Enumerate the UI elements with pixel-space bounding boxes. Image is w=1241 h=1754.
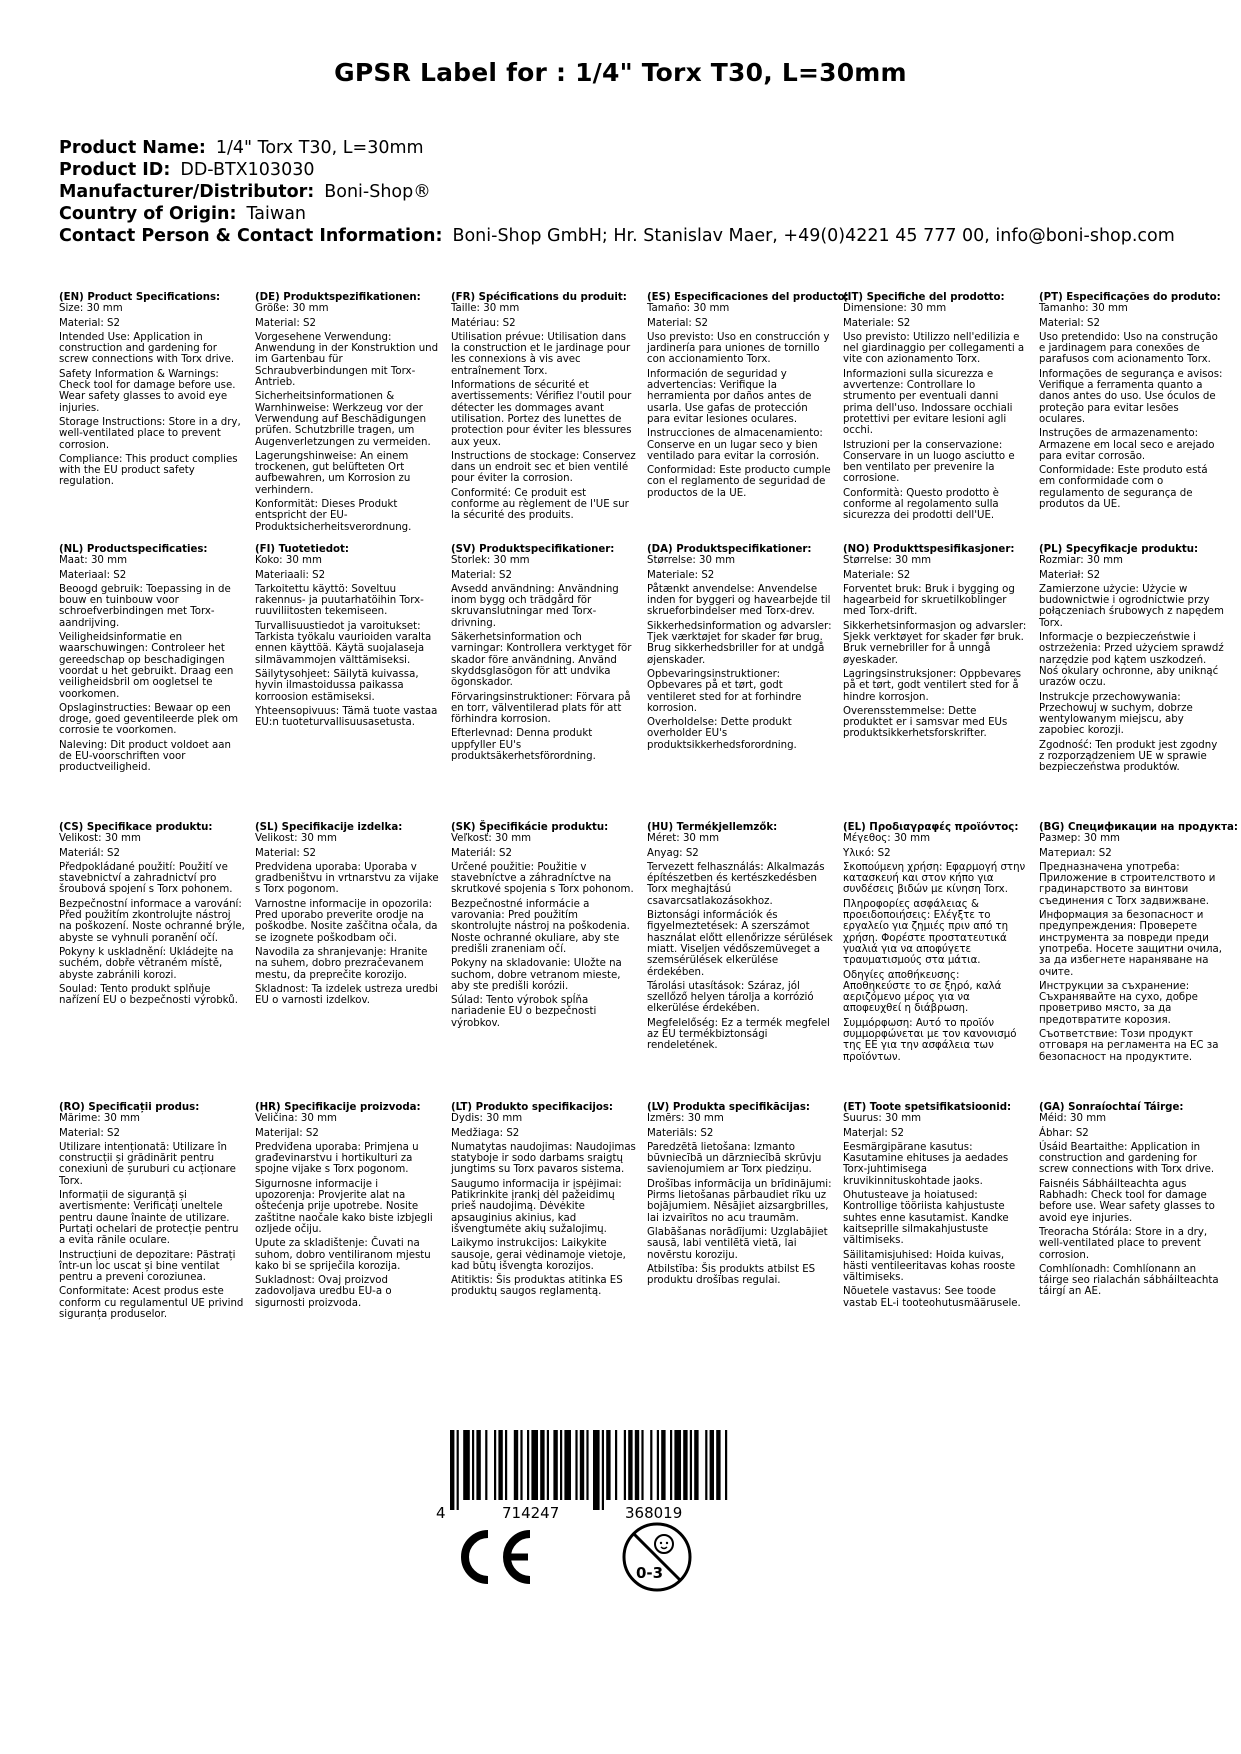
spec-paragraph: Konformität: Dieses Produkt entspricht der EU-Produktsicherheitsverordnung. xyxy=(255,499,412,533)
barcode-bar xyxy=(657,1430,659,1500)
barcode-bar xyxy=(457,1430,459,1510)
spec-paragraph: Sukladnost: Ovaj proizvod zadovoljava uredbu EU-a o sigurnosti proizvoda. xyxy=(255,1275,392,1309)
spec-paragraph: Biztonsági információk és figyelmeztetések: A szerszámot használat előtt ellenőrizze sérülések miatt. Viseljen védőszemüveget a szemsérülések elkerülése érdekében. xyxy=(647,910,833,978)
spec-paragraph: Instrukcje przechowywania: Przechowuj w suchym, dobrze wentylowanym miejscu, aby zapobiec korozji. xyxy=(1039,691,1193,737)
language-header: (IT) Specifiche del prodotto: xyxy=(843,292,1005,303)
spec-paragraph: Atitiktis: Šis produktas atitinka ES produktų saugos reglamentą. xyxy=(451,1275,623,1298)
spec-material: Materiál: S2 xyxy=(451,847,513,859)
spec-size: Izmērs: 30 mm xyxy=(647,1113,724,1125)
language-block xyxy=(59,1102,245,1323)
product-name-value: 1/4" Torx T30, L=30mm xyxy=(215,138,424,158)
product-id-line xyxy=(59,159,1199,181)
spec-paragraph: Saugumo informacija ir įspėjimai: Patikrinkite įrankį dėl pažeidimų prieš naudojimą. Dėvėkite apsauginius akinius, kad išvengtumėte akių sužalojimų. xyxy=(451,1178,622,1235)
spec-paragraph: Atbilstība: Šis produkts atbilst ES produktu drošības regulai. xyxy=(647,1263,816,1287)
spec-size: Μέγεθος: 30 mm xyxy=(843,833,930,845)
language-block xyxy=(59,292,245,491)
language-block xyxy=(59,544,245,777)
spec-material: Materiál: S2 xyxy=(59,847,121,859)
spec-material: Material: S2 xyxy=(59,317,121,329)
spec-size: Mărime: 30 mm xyxy=(59,1113,140,1125)
spec-size: Velikost: 30 mm xyxy=(59,833,141,845)
barcode-bar xyxy=(586,1430,588,1500)
spec-material: Материал: S2 xyxy=(1039,847,1112,859)
language-header: (HU) Termékjellemzők: xyxy=(647,822,778,833)
spec-material: Material: S2 xyxy=(1039,317,1101,329)
barcode-bar xyxy=(553,1430,557,1500)
spec-paragraph: Úsáid Beartaithe: Application in construction and gardening for screw connections with Torx drive. xyxy=(1039,1141,1215,1176)
spec-paragraph: Naleving: Dit product voldoet aan de EU-voorschriften voor productveiligheid. xyxy=(59,739,231,774)
origin-label: Country of Origin: xyxy=(59,204,237,224)
spec-paragraph: Informații de siguranță și avertismente: Verificați uneltele pentru daune înainte de utilizare. Purtați ochelari de protecție pentru a evita rănile oculare. xyxy=(59,1190,239,1247)
language-block xyxy=(451,822,637,1032)
spec-size: Storlek: 30 mm xyxy=(451,555,530,567)
spec-paragraph: Lagerungshinweise: An einem trockenen, gut belüfteten Ort aufbewahren, um Korrosion zu verhindern. xyxy=(255,450,411,496)
spec-material: Ábhar: S2 xyxy=(1039,1127,1089,1139)
language-block xyxy=(59,822,245,1009)
page-title: GPSR Label for : 1/4" Torx T30, L=30mm xyxy=(334,58,907,87)
spec-paragraph: Säilytysohjeet: Säilytä kuivassa, hyvin ilmastoidussa paikassa korroosion estämiseksi. xyxy=(255,668,419,703)
spec-material: Materijal: S2 xyxy=(255,1127,319,1139)
spec-paragraph: Sikkerhedsinformation og advarsler: Tjek værktøjet for skader før brug. Brug sikkerhedsbriller for at undgå øjenskader. xyxy=(647,620,832,666)
spec-material: Material: S2 xyxy=(59,1127,121,1139)
spec-paragraph: Συμμόρφωση: Αυτό το προϊόν συμμορφώνεται με τον κανονισμό της ΕΕ για την ασφάλεια των προϊόντων. xyxy=(843,1017,1017,1063)
product-id-value: DD-BTX103030 xyxy=(180,160,315,180)
spec-paragraph: Lagringsinstruksjoner: Oppbevares på et tørt, godt ventilert sted for å hindre korrosjon. xyxy=(843,668,1022,703)
spec-paragraph: Drošības informācija un brīdinājumi: Pirms lietošanas pārbaudiet rīku uz bojājumiem. Nēsājiet aizsargbrilles, lai izvairītos no acu traumām. xyxy=(647,1178,832,1224)
barcode-bar xyxy=(674,1430,681,1500)
barcode-digits-mid: 714247 xyxy=(502,1504,560,1522)
language-block xyxy=(1039,292,1225,513)
language-header: (EN) Product Specifications: xyxy=(59,292,221,303)
spec-paragraph: Uso previsto: Utilizzo nell'edilizia e nel giardinaggio per collegamenti a vite con azionamento Torx. xyxy=(843,331,1025,366)
age-label: 0-3 xyxy=(636,1564,664,1582)
spec-size: Suurus: 30 mm xyxy=(843,1113,922,1125)
language-block xyxy=(843,1102,1029,1312)
barcode-bar xyxy=(476,1430,480,1500)
product-id-label: Product ID: xyxy=(59,160,171,180)
spec-paragraph: Forventet bruk: Bruk i bygging og hagearbeid for skruetilkoblinger med Torx-drift. xyxy=(843,583,1015,618)
spec-paragraph: Förvaringsinstruktioner: Förvara på en torr, välventilerad plats för att förhindra korrosion. xyxy=(451,691,631,726)
spec-paragraph: Zgodność: Ten produkt jest zgodny z rozporządzeniem UE w sprawie bezpieczeństwa produktów. xyxy=(1039,739,1218,774)
spec-paragraph: Utilizare intenționată: Utilizare în construcții și grădinărit pentru conexiuni de șuruburi cu acționare Torx. xyxy=(59,1141,236,1187)
spec-paragraph: Yhteensopivuus: Tämä tuote vastaa EU:n tuoteturvallisuusasetusta. xyxy=(255,705,438,729)
barcode-bar xyxy=(650,1430,652,1500)
origin-value: Taiwan xyxy=(246,204,307,224)
age-warning-icon xyxy=(620,1520,694,1594)
spec-paragraph: Informazioni sulla sicurezza e avvertenze: Controllare lo strumento per eventuali danni prima dell'uso. Indossare occhiali protettivi per evitare lesioni agli occhi. xyxy=(843,368,1013,437)
spec-paragraph: Zamierzone użycie: Użycie w budownictwie i ogrodnictwie przy połączeniach śrubowych z napędem Torx. xyxy=(1039,583,1224,629)
spec-paragraph: Předpokládané použití: Použití ve stavebnictví a zahradnictví pro šroubová spojení s Torx pohonem. xyxy=(59,861,233,896)
language-header: (LT) Produkto specifikacijos: xyxy=(451,1102,613,1113)
spec-paragraph: Säilitamisjuhised: Hoida kuivas, hästi ventileeritavas kohas rooste vältimiseks. xyxy=(843,1249,1016,1284)
spec-paragraph: Varnostne informacije in opozorila: Pred uporabo preverite orodje na poškodbe. Nosite zaščitna očala, da se izognete poškodbam oči. xyxy=(255,898,438,944)
barcode-bar xyxy=(527,1430,529,1500)
spec-paragraph: Съответствие: Този продукт отговаря на регламента на ЕС за безопасност на продуктите. xyxy=(1039,1029,1219,1063)
language-block xyxy=(1039,822,1238,1066)
spec-paragraph: Predviđena uporaba: Primjena u građevinarstvu i hortikulturi za spojne vijake s Torx pogonom. xyxy=(255,1141,419,1176)
spec-paragraph: Utilisation prévue: Utilisation dans la construction et le jardinage pour les connexions à vis avec entraînement Torx. xyxy=(451,331,631,377)
spec-paragraph: Súlad: Tento výrobok spĺňa nariadenie EU o bezpečnosti výrobkov. xyxy=(451,995,597,1029)
spec-paragraph: Информация за безопасност и предупреждения: Проверете инструмента за повреди преди употреба. Носете защитни очила, за да избегнете нараняване на очите. xyxy=(1039,910,1222,978)
spec-paragraph: Opbevaringsinstruktioner: Opbevares på et tørt, godt ventileret sted for at forhindre korrosion. xyxy=(647,668,802,714)
spec-paragraph: Turvallisuustiedot ja varoitukset: Tarkista työkalu vaurioiden varalta ennen käyttöä. Käytä suojalaseja silmävammojen välttämiseksi. xyxy=(255,620,432,666)
spec-paragraph: Tarkoitettu käyttö: Soveltuu rakennus- ja puutarhatöihin Torx-ruuviliitosten tekemiseen. xyxy=(255,583,424,618)
spec-paragraph: Comhlíonadh: Comhlíonann an táirge seo rialachán sábháilteachta táirgí an AE. xyxy=(1039,1263,1219,1298)
barcode-bar xyxy=(547,1430,549,1500)
language-header: (ET) Toote spetsifikatsioonid: xyxy=(843,1102,1012,1113)
spec-paragraph: Pokyny k uskladnění: Ukládejte na suchém, dobře větraném místě, abyste zabránili korozi. xyxy=(59,946,234,981)
barcode-bar xyxy=(505,1430,507,1500)
spec-paragraph: Určené použitie: Použitie v stavebníctve a záhradníctve na skrutkové spojenia s Torx pohonom. xyxy=(451,861,634,896)
origin-line xyxy=(59,203,1199,225)
spec-paragraph: Veiligheidsinformatie en waarschuwingen: Controleer het gereedschap op beschadigingen voordat u het gebruikt. Draag een veiligheidsbril om oogletsel te voorkomen. xyxy=(59,632,234,700)
language-block xyxy=(843,292,1029,525)
barcode-digits-right: 368019 xyxy=(625,1504,683,1522)
barcode-bar xyxy=(472,1430,474,1500)
language-header: (PT) Especificações do produto: xyxy=(1039,292,1221,303)
spec-paragraph: Overholdelse: Dette produkt overholder EU's produktsikkerhedsforordning. xyxy=(647,717,797,751)
spec-size: Méret: 30 mm xyxy=(647,833,720,845)
spec-size: Dimensione: 30 mm xyxy=(843,303,947,315)
spec-paragraph: Instructions de stockage: Conservez dans un endroit sec et bien ventilé pour éviter la corrosion. xyxy=(451,450,636,485)
spec-size: Dydis: 30 mm xyxy=(451,1113,523,1125)
language-block xyxy=(255,292,441,536)
spec-paragraph: Informations de sécurité et avertissements: Vérifiez l'outil pour détecter les dommages avant utilisation. Portez des lunettes de protection pour éviter les blessures aux yeux. xyxy=(451,380,632,448)
spec-paragraph: Tervezett felhasználás: Alkalmazás építészetben és kertészkedésben Torx meghajtású csavarcsatlakozásokhoz. xyxy=(647,861,825,907)
barcode-bar xyxy=(705,1430,707,1500)
spec-paragraph: Upute za skladištenje: Čuvati na suhom, dobro ventiliranom mjestu kako bi se spriječila korozija. xyxy=(255,1238,431,1272)
spec-material: Materiāls: S2 xyxy=(647,1127,714,1139)
spec-material: Materjal: S2 xyxy=(843,1127,905,1139)
barcode xyxy=(430,1430,750,1520)
spec-material: Medžiaga: S2 xyxy=(451,1127,520,1139)
barcode-bar xyxy=(635,1430,639,1500)
language-header: (LV) Produkta specifikācijas: xyxy=(647,1102,810,1113)
spec-paragraph: Paredzētā lietošana: Izmanto būvniecībā un dārzniecībā skrūvju savienojumiem ar Torx piedziņu. xyxy=(647,1141,822,1176)
barcode-bar xyxy=(560,1430,562,1500)
language-block xyxy=(255,822,441,1009)
spec-paragraph: Conformità: Questo prodotto è conforme al regolamento sulla sicurezza dei prodotti dell'UE. xyxy=(843,487,999,522)
spec-paragraph: Ohutusteave ja hoiatused: Kontrollige tööriista kahjustuste suhtes enne kasutamist. Kandke kaitseprille silmakahjustuste vältimiseks. xyxy=(843,1190,1009,1247)
language-block xyxy=(1039,544,1225,777)
language-header: (HR) Specifikacije proizvoda: xyxy=(255,1102,421,1113)
product-name-label: Product Name: xyxy=(59,138,206,158)
language-header: (SV) Produktspecifikationer: xyxy=(451,544,615,555)
spec-material: Material: S2 xyxy=(255,317,317,329)
language-header: (PL) Specyfikacje produktu: xyxy=(1039,544,1199,555)
barcode-bar xyxy=(520,1430,522,1500)
spec-paragraph: Conformidade: Este produto está em conformidade com o regulamento de segurança de produtos da UE. xyxy=(1039,465,1208,511)
contact-label: Contact Person & Contact Information: xyxy=(59,226,443,246)
language-block xyxy=(843,822,1029,1066)
spec-paragraph: Påtænkt anvendelse: Anvendelse inden for byggeri og havearbejde til skrueforbindelser med Torx-drev. xyxy=(647,583,831,618)
spec-paragraph: Säkerhetsinformation och varningar: Kontrollera verktyget för skador före användning. Använd skyddsglasögon för att undvika ögonskador. xyxy=(451,632,632,689)
spec-paragraph: Storage Instructions: Store in a dry, well-ventilated place to prevent corrosion. xyxy=(59,416,241,451)
spec-paragraph: Efterlevnad: Denna produkt uppfyller EU's produktsäkerhetsförordning. xyxy=(451,728,596,763)
spec-material: Materiale: S2 xyxy=(647,569,715,581)
language-header: (DE) Produktspezifikationen: xyxy=(255,292,421,303)
language-header: (NL) Productspecificaties: xyxy=(59,544,208,555)
spec-paragraph: Skladnost: Ta izdelek ustreza uredbi EU o varnosti izdelkov. xyxy=(255,983,439,1007)
language-header: (FR) Spécifications du produit: xyxy=(451,292,627,303)
barcode-bar xyxy=(531,1430,538,1500)
barcode-bar xyxy=(606,1430,610,1500)
barcode-bar xyxy=(494,1430,496,1500)
spec-material: Materiaali: S2 xyxy=(255,569,326,581)
spec-paragraph: Opslaginstructies: Bewaar op een droge, goed geventileerde plek om corrosie te voorkomen. xyxy=(59,702,239,737)
language-block xyxy=(647,292,849,502)
spec-paragraph: Overensstemmelse: Dette produktet er i samsvar med EUs produktsikkerhetsforskrifter. xyxy=(843,705,1008,740)
contact-line xyxy=(59,225,1199,247)
spec-paragraph: Intended Use: Application in construction and gardening for screw connections with Torx drive. xyxy=(59,331,235,366)
spec-paragraph: Tárolási utasítások: Száraz, jól szellőző helyen tárolja a korrózió elkerülése érdekében. xyxy=(647,980,814,1015)
barcode-bar xyxy=(725,1430,727,1500)
spec-material: Material: S2 xyxy=(647,317,709,329)
spec-paragraph: Bezpečnostné informácie a varovania: Pred použitím skontrolujte nástroj na poškodenia. Noste ochranné okuliare, aby ste predišli zraneniam očí. xyxy=(451,898,630,955)
spec-paragraph: Sikkerhetsinformasjon og advarsler: Sjekk verktøyet for skader før bruk. Bruk vernebriller for å unngå øyeskader. xyxy=(843,620,1027,666)
language-header: (EL) Προδιαγραφές προϊόντος: xyxy=(843,822,1019,833)
language-block xyxy=(255,1102,441,1312)
spec-paragraph: Informações de segurança e avisos: Verifique a ferramenta quanto a danos antes do uso. Use óculos de proteção para evitar lesões oculares. xyxy=(1039,368,1223,425)
spec-paragraph: Megfelelőség: Ez a termék megfelel az EU termékbiztonsági rendeletének. xyxy=(647,1017,830,1052)
barcode-bar xyxy=(641,1430,643,1500)
spec-paragraph: Información de seguridad y advertencias: Verifique la herramienta por daños antes de usarla. Use gafas de protección para evitar lesiones oculares. xyxy=(647,368,812,425)
spec-size: Veľkosť: 30 mm xyxy=(451,833,532,845)
spec-paragraph: Предназначена употреба: Приложение в строителството и градинарството за винтови съединения с Torx задвижване. xyxy=(1039,861,1216,907)
spec-paragraph: Compliance: This product complies with the EU product safety regulation. xyxy=(59,453,238,488)
barcode-bar xyxy=(485,1430,487,1500)
spec-paragraph: Numatytas naudojimas: Naudojimas statyboje ir sodo darbams sraigtų jungtims su Torx pavaros sistema. xyxy=(451,1141,636,1176)
manufacturer-value: Boni-Shop® xyxy=(324,182,431,202)
language-header: (SL) Specifikacije izdelka: xyxy=(255,822,403,833)
spec-material: Materiaal: S2 xyxy=(59,569,127,581)
spec-paragraph: Conformidad: Este producto cumple con el reglamento de seguridad de productos de la UE. xyxy=(647,465,831,499)
spec-size: Rozmiar: 30 mm xyxy=(1039,555,1123,567)
barcode-bar xyxy=(463,1430,470,1500)
spec-paragraph: Πληροφορίες ασφάλειας & προειδοποιήσεις: Ελέγξτε το εργαλείο για ζημιές πριν από τη χρήση. Φορέστε προστατευτικά γυαλιά για να αποφύγετε τραυματισμούς στα μάτια. xyxy=(843,898,1009,967)
barcode-bar xyxy=(628,1430,632,1500)
language-header: (GA) Sonraíochtaí Táirge: xyxy=(1039,1102,1184,1113)
product-info xyxy=(59,137,1199,247)
language-block xyxy=(1039,1102,1225,1301)
spec-size: Size: 30 mm xyxy=(59,303,123,315)
manufacturer-line xyxy=(59,181,1199,203)
spec-material: Material: S2 xyxy=(451,569,513,581)
barcode-bar xyxy=(694,1430,698,1500)
contact-value: Boni-Shop GmbH; Hr. Stanislav Maer, +49(0)4221 45 777 00, info@boni-shop.com xyxy=(452,226,1175,246)
barcode-bar xyxy=(683,1430,687,1500)
language-header: (CS) Specifikace produktu: xyxy=(59,822,213,833)
language-block xyxy=(451,544,637,765)
language-header: (NO) Produkttspesifikasjoner: xyxy=(843,544,1015,555)
spec-size: Размер: 30 mm xyxy=(1039,833,1120,845)
spec-size: Tamaño: 30 mm xyxy=(647,303,730,315)
language-block xyxy=(647,1102,833,1289)
barcode-bar xyxy=(670,1430,672,1500)
spec-paragraph: Sicherheitsinformationen & Warnhinweise: Werkzeug vor der Verwendung auf Beschädigungen prüfen. Schutzbrille tragen, um Augenverletzungen zu vermeiden. xyxy=(255,391,431,448)
spec-paragraph: Инструкции за съхранение: Съхранявайте на сухо, добре проветриво място, за да предотвратите корозия. xyxy=(1039,980,1198,1026)
spec-paragraph: Σκοπούμενη χρήση: Εφαρμογή στην κατασκευή και στον κήπο για συνδέσεις βιδών με κίνηση Torx. xyxy=(843,861,1026,896)
spec-paragraph: Conformité: Ce produit est conforme au règlement de l'UE sur la sécurité des produits. xyxy=(451,487,629,522)
barcode-digit-left: 4 xyxy=(436,1504,446,1522)
spec-paragraph: Informacje o bezpieczeństwie i ostrzeżenia: Przed użyciem sprawdź narzędzie pod kątem uszkodzeń. Noś okulary ochronne, aby uniknąć urazów oczu. xyxy=(1039,632,1224,689)
barcode-bar xyxy=(602,1430,604,1510)
product-name-line xyxy=(59,137,1199,159)
barcode-bar xyxy=(716,1430,720,1500)
spec-size: Velikost: 30 mm xyxy=(255,833,337,845)
barcode-bar xyxy=(624,1430,626,1500)
barcode-bar xyxy=(564,1430,571,1500)
spec-paragraph: Nõuetele vastavus: See toode vastab EL-i tooteohutusmäärusele. xyxy=(843,1286,1021,1309)
language-block xyxy=(451,292,637,525)
spec-paragraph: Uso pretendido: Uso na construção e jardinagem para conexões de parafusos com acionamento Torx. xyxy=(1039,331,1218,366)
language-block xyxy=(647,822,833,1055)
spec-paragraph: Treoracha Stórála: Store in a dry, well-ventilated place to prevent corrosion. xyxy=(1039,1226,1208,1261)
language-header: (BG) Спецификации на продукта: xyxy=(1039,822,1238,833)
language-header: (RO) Specificații produs: xyxy=(59,1102,200,1113)
barcode-bar xyxy=(593,1430,600,1510)
spec-paragraph: Navodila za shranjevanje: Hranite na suhem, dobro prezračevanem mestu, da preprečite korozijo. xyxy=(255,946,428,981)
spec-material: Materiał: S2 xyxy=(1039,569,1101,581)
language-header: (FI) Tuotetiedot: xyxy=(255,544,349,555)
spec-paragraph: Faisnéis Sábháilteachta agus Rabhadh: Check tool for damage before use. Wear safety glasses to avoid eye injuries. xyxy=(1039,1178,1215,1224)
barcode-bar xyxy=(710,1430,714,1500)
spec-material: Material: S2 xyxy=(255,847,317,859)
barcode-bar xyxy=(690,1430,692,1500)
spec-paragraph: Bezpečnostní informace a varování: Před použitím zkontrolujte nástroj na poškození. Noste ochranné brýle, abyste se vyhnuli poranění očí. xyxy=(59,898,245,944)
spec-paragraph: Conformitate: Acest produs este conform cu regulamentul UE privind siguranța produselor. xyxy=(59,1286,244,1321)
barcode-bar xyxy=(661,1430,665,1500)
spec-size: Taille: 30 mm xyxy=(451,303,520,315)
spec-size: Méid: 30 mm xyxy=(1039,1113,1107,1125)
barcode-bar xyxy=(498,1430,502,1500)
spec-paragraph: Pokyny na skladovanie: Uložte na suchom, dobre vetranom mieste, aby ste predišli korózii. xyxy=(451,958,622,992)
spec-paragraph: Vorgesehene Verwendung: Anwendung in der Konstruktion und im Gartenbau für Schraubverbindungen mit Torx-Antrieb. xyxy=(255,331,439,389)
barcode-bar xyxy=(575,1430,577,1500)
spec-material: Materiale: S2 xyxy=(843,569,911,581)
manufacturer-label: Manufacturer/Distributor: xyxy=(59,182,315,202)
spec-paragraph: Soulad: Tento produkt splňuje nařízení EU o bezpečnosti výrobků. xyxy=(59,983,238,1007)
spec-material: Materiale: S2 xyxy=(843,317,911,329)
spec-paragraph: Eesmärgipärane kasutus: Kasutamine ehituses ja aedades Torx-juhtimisega kruvikinnituskohtade jaoks. xyxy=(843,1141,1009,1187)
language-block xyxy=(255,544,441,731)
barcode-bar xyxy=(514,1430,518,1500)
spec-paragraph: Avsedd användning: Användning inom bygg och trädgård för skruvanslutningar med Torx-drivning. xyxy=(451,583,619,629)
spec-paragraph: Instrucciones de almacenamiento: Conserve en un lugar seco y bien ventilado para evitar la corrosión. xyxy=(647,428,823,462)
spec-material: Matériau: S2 xyxy=(451,317,516,329)
spec-size: Størrelse: 30 mm xyxy=(843,555,932,567)
language-header: (ES) Especificaciones del producto: xyxy=(647,292,849,303)
spec-paragraph: Laikymo instrukcijos: Laikykite sausoje, gerai vėdinamoje vietoje, kad būtų išvengta korozijos. xyxy=(451,1238,626,1272)
language-block xyxy=(647,544,833,754)
spec-size: Veličina: 30 mm xyxy=(255,1113,337,1125)
spec-size: Størrelse: 30 mm xyxy=(647,555,736,567)
spec-paragraph: Instruções de armazenamento: Armazene em local seco e arejado para evitar corrosão. xyxy=(1039,428,1215,462)
spec-material: Υλικό: S2 xyxy=(843,847,891,859)
spec-paragraph: Glabāšanas norādījumi: Uzglabājiet sausā, labi ventilētā vietā, lai novērstu koroziju. xyxy=(647,1226,828,1261)
language-header: (SK) Špecifikácie produktu: xyxy=(451,822,609,833)
barcode-bars xyxy=(430,1430,750,1520)
spec-size: Koko: 30 mm xyxy=(255,555,322,567)
ce-mark-icon xyxy=(450,1528,540,1586)
spec-size: Maat: 30 mm xyxy=(59,555,127,567)
spec-material: Anyag: S2 xyxy=(647,847,699,859)
spec-size: Tamanho: 30 mm xyxy=(1039,303,1128,315)
spec-paragraph: Instrucțiuni de depozitare: Păstrați într-un loc uscat și bine ventilat pentru a preveni coroziunea. xyxy=(59,1249,236,1284)
spec-paragraph: Sigurnosne informacije i upozorenja: Provjerite alat na oštećenja prije upotrebe. Nosite zaštitne naočale kako biste izbjegli ozljede očiju. xyxy=(255,1178,433,1235)
barcode-bar xyxy=(580,1430,584,1500)
barcode-bar xyxy=(615,1430,617,1500)
spec-paragraph: Istruzioni per la conservazione: Conservare in un luogo asciutto e ben ventilato per prevenire la corrosione. xyxy=(843,439,1015,485)
spec-paragraph: Safety Information & Warnings: Check tool for damage before use. Wear safety glasses to avoid eye injuries. xyxy=(59,368,236,414)
language-block xyxy=(451,1102,637,1301)
language-block xyxy=(843,544,1029,743)
spec-paragraph: Οδηγίες αποθήκευσης: Αποθηκεύστε το σε ξηρό, καλά αεριζόμενο μέρος για να αποφευχθεί η διάβρωση. xyxy=(843,969,1002,1015)
barcode-bar xyxy=(540,1430,544,1500)
barcode-bar xyxy=(450,1430,454,1510)
spec-paragraph: Predvidena uporaba: Uporaba v gradbeništvu in vrtnarstvu za vijake s Torx pogonom. xyxy=(255,861,439,896)
spec-paragraph: Beoogd gebruik: Toepassing in de bouw en tuinbouw voor schroefverbindingen met Torx-aandrijving. xyxy=(59,583,231,629)
spec-size: Größe: 30 mm xyxy=(255,303,329,315)
language-header: (DA) Produktspecifikationer: xyxy=(647,544,812,555)
spec-paragraph: Uso previsto: Uso en construcción y jardinería para uniones de tornillo con accionamiento Torx. xyxy=(647,331,830,366)
